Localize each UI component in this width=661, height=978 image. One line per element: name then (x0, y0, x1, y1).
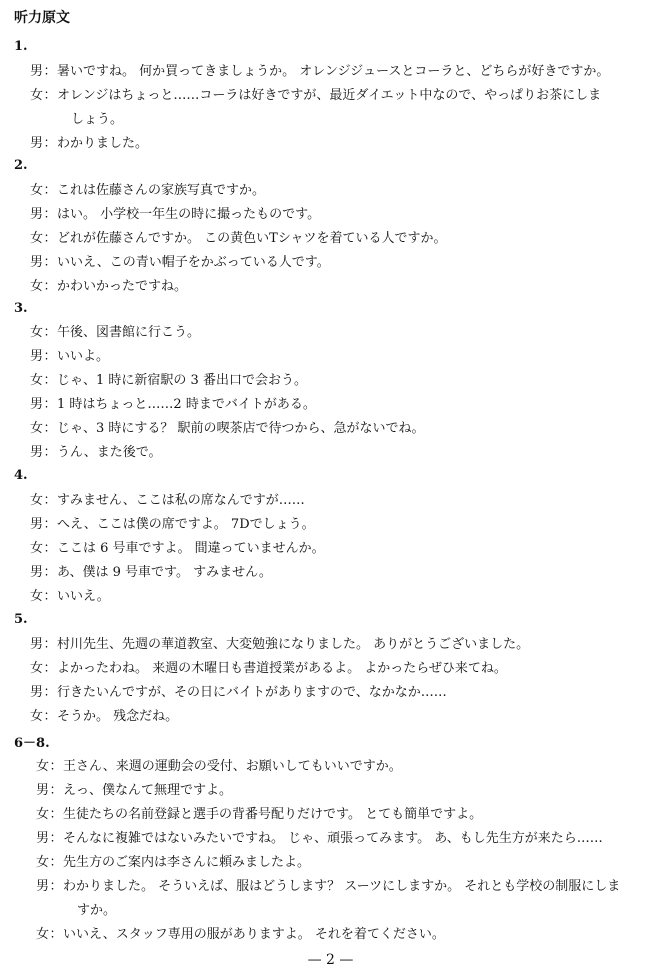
dialogue-text: 1 時はちょっと……2 時までバイトがある。 (57, 397, 316, 412)
speaker-label: 女 (30, 325, 44, 340)
speaker-label: 女 (30, 183, 44, 198)
speaker-colon: ： (43, 541, 57, 556)
speaker-colon: ： (43, 88, 57, 103)
dialogue-line (30, 586, 650, 608)
speaker-colon: ： (43, 207, 57, 222)
dialogue-text: そんなに複雑ではないみたいですね。 じゃ、頑張ってみます。 あ、もし先生方が来たら…… (63, 831, 603, 846)
speaker-label: 女 (30, 541, 44, 556)
speaker-colon: ： (49, 855, 63, 870)
dialogue-line (30, 252, 650, 274)
speaker-colon: ： (49, 927, 63, 942)
dialogue-line (36, 876, 650, 898)
dialogue-line (30, 180, 650, 202)
speaker-label: 男 (30, 255, 44, 270)
dialogue-text: じゃ、1 時に新宿駅の 3 番出口で会おう。 (57, 373, 307, 388)
dialogue-text: よかったわね。 来週の木曜日も書道授業があるよ。 よかったらぜひ来てね。 (57, 661, 507, 676)
section-number: 1. (14, 39, 28, 54)
dialogue-line (30, 490, 650, 512)
dialogue-text: 生徒たちの名前登録と選手の背番号配りだけです。 とても簡単ですよ。 (63, 807, 483, 822)
dialogue-text: 村川先生、先週の華道教室、大変勉強になりました。 ありがとうございました。 (57, 637, 530, 652)
dialogue-line (30, 658, 650, 680)
section-number: 5. (14, 612, 28, 627)
speaker-colon: ： (43, 325, 57, 340)
dialogue-line (30, 514, 650, 536)
speaker-label: 男 (30, 349, 44, 364)
dialogue-line (30, 322, 650, 344)
speaker-label: 女 (30, 493, 44, 508)
dialogue-line (30, 133, 650, 155)
dialogue-text: わかりました。 (57, 136, 149, 151)
dialogue-line (30, 706, 650, 728)
speaker-colon: ： (43, 349, 57, 364)
section-number: 6－8. (14, 736, 50, 751)
dialogue-line (30, 276, 650, 298)
dialogue-text: えっ、僕なんて無理ですよ。 (63, 783, 233, 798)
speaker-colon: ： (43, 445, 57, 460)
speaker-label: 女 (30, 279, 44, 294)
dialogue-line (36, 852, 650, 874)
dialogue-text: そうか。 残念だね。 (57, 709, 179, 724)
dialogue-text: 行きたいんですが、その日にバイトがありますので、なかなか…… (57, 685, 447, 700)
dialogue-line (30, 370, 650, 392)
dialogue-line (30, 61, 650, 83)
speaker-colon: ： (43, 685, 57, 700)
dialogue-text: うん、また後で。 (57, 445, 162, 460)
section-number: 4. (14, 468, 28, 483)
dialogue-line (30, 562, 650, 584)
dialogue-text: ここは 6 号車ですよ。 間違っていませんか。 (57, 541, 325, 556)
dialogue-line (30, 682, 650, 704)
dialogue-text: オレンジはちょっと……コーラは好きですが、最近ダイエット中なので、やっぱりお茶にしま (57, 88, 602, 103)
speaker-colon: ： (49, 807, 63, 822)
speaker-label: 女 (36, 807, 50, 822)
speaker-colon: ： (49, 831, 63, 846)
dialogue-text: はい。 小学校一年生の時に撮ったものです。 (57, 207, 321, 222)
speaker-label: 女 (30, 373, 44, 388)
speaker-label: 女 (30, 709, 44, 724)
speaker-colon: ： (49, 759, 63, 774)
page-number: — 2 — (307, 952, 354, 968)
speaker-colon: ： (43, 231, 57, 246)
dialogue-line (30, 204, 650, 226)
dialogue-text: すみません、ここは私の席なんですが…… (57, 493, 305, 508)
speaker-label: 女 (30, 421, 44, 436)
dialogue-text: いいえ、この青い帽子をかぶっている人です。 (57, 255, 330, 270)
speaker-colon: ： (49, 783, 63, 798)
speaker-label: 男 (30, 565, 44, 580)
dialogue-text: じゃ、3 時にする？ 駅前の喫茶店で待つから、急がないでね。 (57, 421, 425, 436)
speaker-label: 男 (36, 783, 50, 798)
speaker-colon: ： (43, 493, 57, 508)
dialogue-text: これは佐藤さんの家族写真ですか。 (57, 183, 266, 198)
speaker-colon: ： (43, 64, 57, 79)
speaker-colon: ： (43, 589, 57, 604)
speaker-label: 男 (36, 831, 50, 846)
dialogue-line (30, 634, 650, 656)
speaker-colon: ： (43, 397, 57, 412)
speaker-colon: ： (43, 637, 57, 652)
page-heading: 听力原文 (14, 10, 70, 26)
section-number: 2. (14, 158, 28, 173)
dialogue-text: どれが佐藤さんですか。 この黄色いTシャツを着ている人ですか。 (57, 231, 447, 246)
dialogue-text: 暑いですね。 何か買ってきましょうか。 オレンジジュースとコーラと、どちらが好きですか。 (57, 64, 610, 79)
speaker-label: 女 (36, 759, 50, 774)
dialogue-line (30, 538, 650, 560)
dialogue-text: いいよ。 (57, 349, 110, 364)
speaker-label: 男 (30, 637, 44, 652)
speaker-label: 女 (36, 855, 50, 870)
speaker-colon: ： (43, 517, 57, 532)
dialogue-line (36, 780, 650, 802)
dialogue-line (30, 394, 650, 416)
speaker-colon: ： (43, 709, 57, 724)
speaker-colon: ： (43, 183, 57, 198)
speaker-label: 男 (30, 685, 44, 700)
dialogue-text: あ、僕は 9 号車です。 すみません。 (57, 565, 272, 580)
dialogue-text: かわいかったですね。 (57, 279, 188, 294)
speaker-label: 男 (30, 64, 44, 79)
speaker-label: 女 (30, 661, 44, 676)
dialogue-text: いいえ、スタッフ専用の服がありますよ。 それを着てください。 (63, 927, 445, 942)
dialogue-line (30, 418, 650, 440)
speaker-label: 男 (30, 136, 44, 151)
dialogue-line (36, 756, 650, 778)
section-number: 3. (14, 301, 28, 316)
dialogue-text: へえ、ここは僕の席ですよ。 7Dでしょう。 (57, 517, 315, 532)
dialogue-text-continuation: しょう。 (71, 112, 124, 127)
speaker-colon: ： (43, 373, 57, 388)
dialogue-line (30, 442, 650, 464)
speaker-colon: ： (43, 136, 57, 151)
speaker-colon: ： (43, 421, 57, 436)
speaker-colon: ： (43, 565, 57, 580)
dialogue-text: わかりました。 そういえば、服はどうします？ スーツにしますか。 それとも学校の制服にしま (63, 879, 621, 894)
speaker-label: 男 (36, 879, 50, 894)
speaker-label: 女 (30, 589, 44, 604)
speaker-colon: ： (43, 661, 57, 676)
dialogue-text: いいえ。 (57, 589, 110, 604)
dialogue-line (30, 346, 650, 368)
speaker-label: 女 (30, 231, 44, 246)
dialogue-line (36, 924, 650, 946)
dialogue-line (30, 228, 650, 250)
speaker-label: 男 (30, 207, 44, 222)
speaker-label: 女 (30, 88, 44, 103)
speaker-label: 男 (30, 517, 44, 532)
dialogue-text: 王さん、来週の運動会の受付、お願いしてもいいですか。 (63, 759, 402, 774)
dialogue-text: 午後、図書館に行こう。 (57, 325, 201, 340)
speaker-colon: ： (49, 879, 63, 894)
dialogue-line (30, 85, 650, 107)
dialogue-line (36, 828, 650, 850)
dialogue-line (36, 804, 650, 826)
speaker-label: 女 (36, 927, 50, 942)
speaker-colon: ： (43, 279, 57, 294)
speaker-label: 男 (30, 397, 44, 412)
speaker-label: 男 (30, 445, 44, 460)
dialogue-text-continuation: すか。 (77, 903, 117, 918)
speaker-colon: ： (43, 255, 57, 270)
dialogue-text: 先生方のご案内は李さんに頼みましたよ。 (63, 855, 311, 870)
